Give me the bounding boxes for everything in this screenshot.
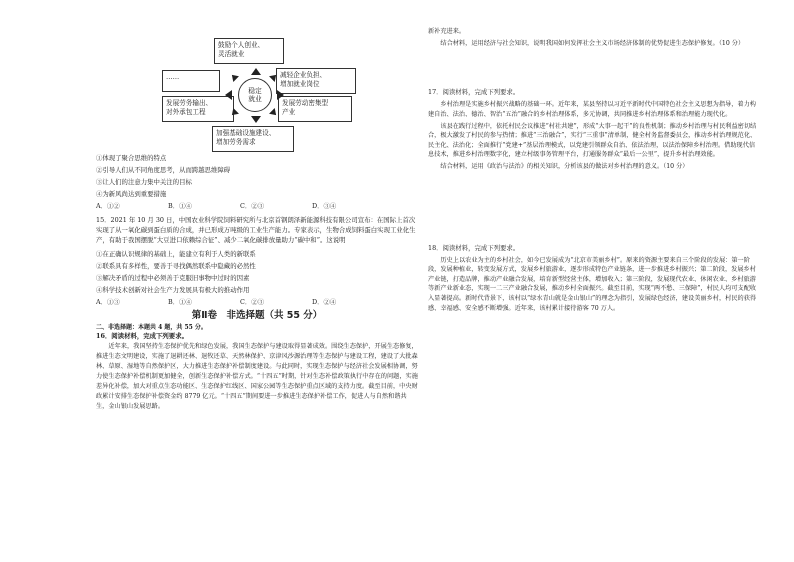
q16-continued: 新补充进来。 xyxy=(428,28,466,35)
q17-heading: 17．阅读材料，完成下列要求。 xyxy=(428,88,520,97)
diagram-center: 稳定 就业 xyxy=(238,78,272,112)
q15-statement-4: ④科学技术创新对社会生产力发展具有极大的推动作用 xyxy=(96,285,250,294)
diagram-box-right-bottom: 发展劳动密集型 产业 xyxy=(278,96,352,122)
q14-choice-c[interactable]: C．②③ xyxy=(240,202,265,210)
diagram-box-left-bottom: 发展劳务输出、 对外承包工程 xyxy=(162,96,234,122)
q16-task: 结合材料，运用经济与社会知识，说明我国如何发挥社会主义市场经济体制的优势促进生态保护修复。（10 分） xyxy=(440,39,745,47)
right-column xyxy=(428,28,760,315)
q14-choice-a[interactable]: A．①② xyxy=(96,202,120,210)
q16-paragraph: 近年来，我国坚持生态保护优先和绿色发展，我国生态保护与建设取得显著成效。围绕生态保护，开展生态修复，推进生态文明建设，实施了退耕还林、退牧还草、天然林保护、京津风沙源治理等生态保护与建设工程，建设了大批森林、草原、湿地等自然保护区，大力推进生态保护补偿制度建设。与此同时，实现生态保护与经济社会发展相协调，努力使生态保护补偿机制更加健全，创新生态保护补偿方式。“十四五”时期，针对生态补偿政策执行中存在的问题，实施差异化补偿，加大对重点生态功能区、生态保护红线区、国家公园等生态保护重点区域的支持力度。截至目前，中央财政累计安排生态保护补偿资金约 8779 亿元。“十四五”期间要进一步推进生态保护补偿工作，促进人与自然和谐共生，金山银山发展思路。 xyxy=(96,343,418,410)
diagram-box-bottom: 加强基础设施建设、 增加劳务需求 xyxy=(212,126,294,152)
q17-paragraph-1: 乡村治理是实施乡村振兴战略的基础一环。近年来，某县坚持以习近平新时代中国特色社会主义思想为指导，着力构建自治、法治、德治、智治“五治”融合的乡村治理体系，多元协调，共同推进乡村治理体系和治理能力现代化。 xyxy=(428,101,756,118)
q15-stem: 15．2021 年 10 月 30 日，中国农业科学院饲料研究所与北京首钢朗泽新能源科技有限公司宣布：在国际上首次实现了从一氧化碳到蛋白质的合成，并已形成万吨级的工业生产能力。专家表示，生物合成饲料蛋白实现工业化生产，有助于我国摆脱“大豆进口依赖综合征”、减少二氧化碳排放量助力“碳中和”。这说明 xyxy=(96,216,416,244)
answer-space-17 xyxy=(428,174,760,244)
arrow-up-icon xyxy=(251,68,261,75)
diagram-box-right-top: 减轻企业负担、 增加就业岗位 xyxy=(276,68,356,94)
arrow-upleft-icon xyxy=(229,72,239,82)
part2-note: 二、非选择题：本题共 4 题，共 55 分。 xyxy=(96,323,207,331)
q14-choice-d[interactable]: D．③④ xyxy=(312,202,337,210)
q14-statement-2: ②引导人们从不同角度思考，从而跨越思维障碍 xyxy=(96,166,231,174)
q15-choice-b[interactable]: B．①④ xyxy=(168,297,192,306)
q18-heading: 18．阅读材料，完成下列要求。 xyxy=(428,243,520,252)
q15-choice-a[interactable]: A．①③ xyxy=(96,297,120,306)
q14-statement-1: ①体现了聚合思维的特点 xyxy=(96,154,167,162)
q15-choice-d[interactable]: D．②④ xyxy=(312,297,337,306)
q17-task: 结合材料，运用《政治与法治》的相关知识，分析该县的做法对乡村治理的意义。（10 分） xyxy=(440,163,689,171)
left-column xyxy=(96,32,418,414)
q15 xyxy=(96,216,418,306)
q14-choice-b[interactable]: B．①④ xyxy=(168,202,192,210)
part2-title: 第Ⅱ卷 非选择题（共 55 分） xyxy=(191,309,323,321)
answer-space-16 xyxy=(428,50,760,88)
q15-statement-1: ①在正确认识规律的基础上，能建立有利于人类的新联系 xyxy=(96,249,256,258)
q14-statement-3: ③让人们的注意力集中关注的目标 xyxy=(96,178,192,186)
q17-paragraph-2: 该县在践行过程中，依托村民会议推进“村社共建”，形成“大事一起干”的良性机制；推动乡村治理与村民利益密切结合，极大激发了村民的参与热情；推进“三治融合”，实行“三重事”清单制，健全村务监督委员会，推动乡村治理规范化、民主化、法治化；全面推行“党建+”基层治理模式，以党建引领群众自治、依法治理，以法治保障乡村治理。借助现代信息技术，推进乡村治理数字化，建立村级事务管理平台，打通服务群众“最后一公里”，提升乡村治理效能。 xyxy=(428,122,757,159)
arrow-right-icon xyxy=(277,90,284,100)
q18-paragraph: 历史上以农业为主的乡村社会，如今已发展成为“北京市美丽乡村”。原来的资源主要来自三个阶段的发展：第一阶段，发展种植业，转变发展方式，发展乡村旅游业，逐步形成特色产业链条，进一步推进乡村振兴；第二阶段，发展乡村产业链，打造品牌，推动产业融合发展，培育新型经营主体，增加收入；第三阶段，发展现代农业、休闲农业、乡村旅游等新产业新业态，实现一二三产业融合发展，推动乡村全面振兴。截至目前，实现“两不愁、三保障”，村民人均可支配收入显著提高。新时代背景下，该村以“绿水青山就是金山银山”的理念为指引，发展绿色经济，建设美丽乡村，村民的获得感、幸福感、安全感不断增强。近年来，该村累计接待游客 70 万人。 xyxy=(428,256,757,312)
diagram-box-left: …… xyxy=(162,70,220,92)
diagram-box-top: 鼓励个人创业、 灵活就业 xyxy=(214,38,284,64)
q15-choice-c[interactable]: C．②③ xyxy=(240,297,265,306)
arrow-left-icon xyxy=(225,90,232,100)
q14-choices xyxy=(96,202,418,210)
concept-diagram xyxy=(96,32,418,152)
q15-statement-3: ③解决矛盾的过程中必须善于克服旧事物中过时的因素 xyxy=(96,273,250,282)
q15-statement-2: ②联系具有多样性，要善于寻找偶然联系中隐藏的必然性 xyxy=(96,261,256,270)
arrow-down-icon xyxy=(251,116,261,123)
q16-heading: 16．阅读材料，完成下列要求。 xyxy=(96,332,188,341)
q14-statements xyxy=(96,154,418,210)
q15-choices xyxy=(96,298,418,306)
q14-statement-4: ④为新风尚达到重要措施 xyxy=(96,190,167,198)
